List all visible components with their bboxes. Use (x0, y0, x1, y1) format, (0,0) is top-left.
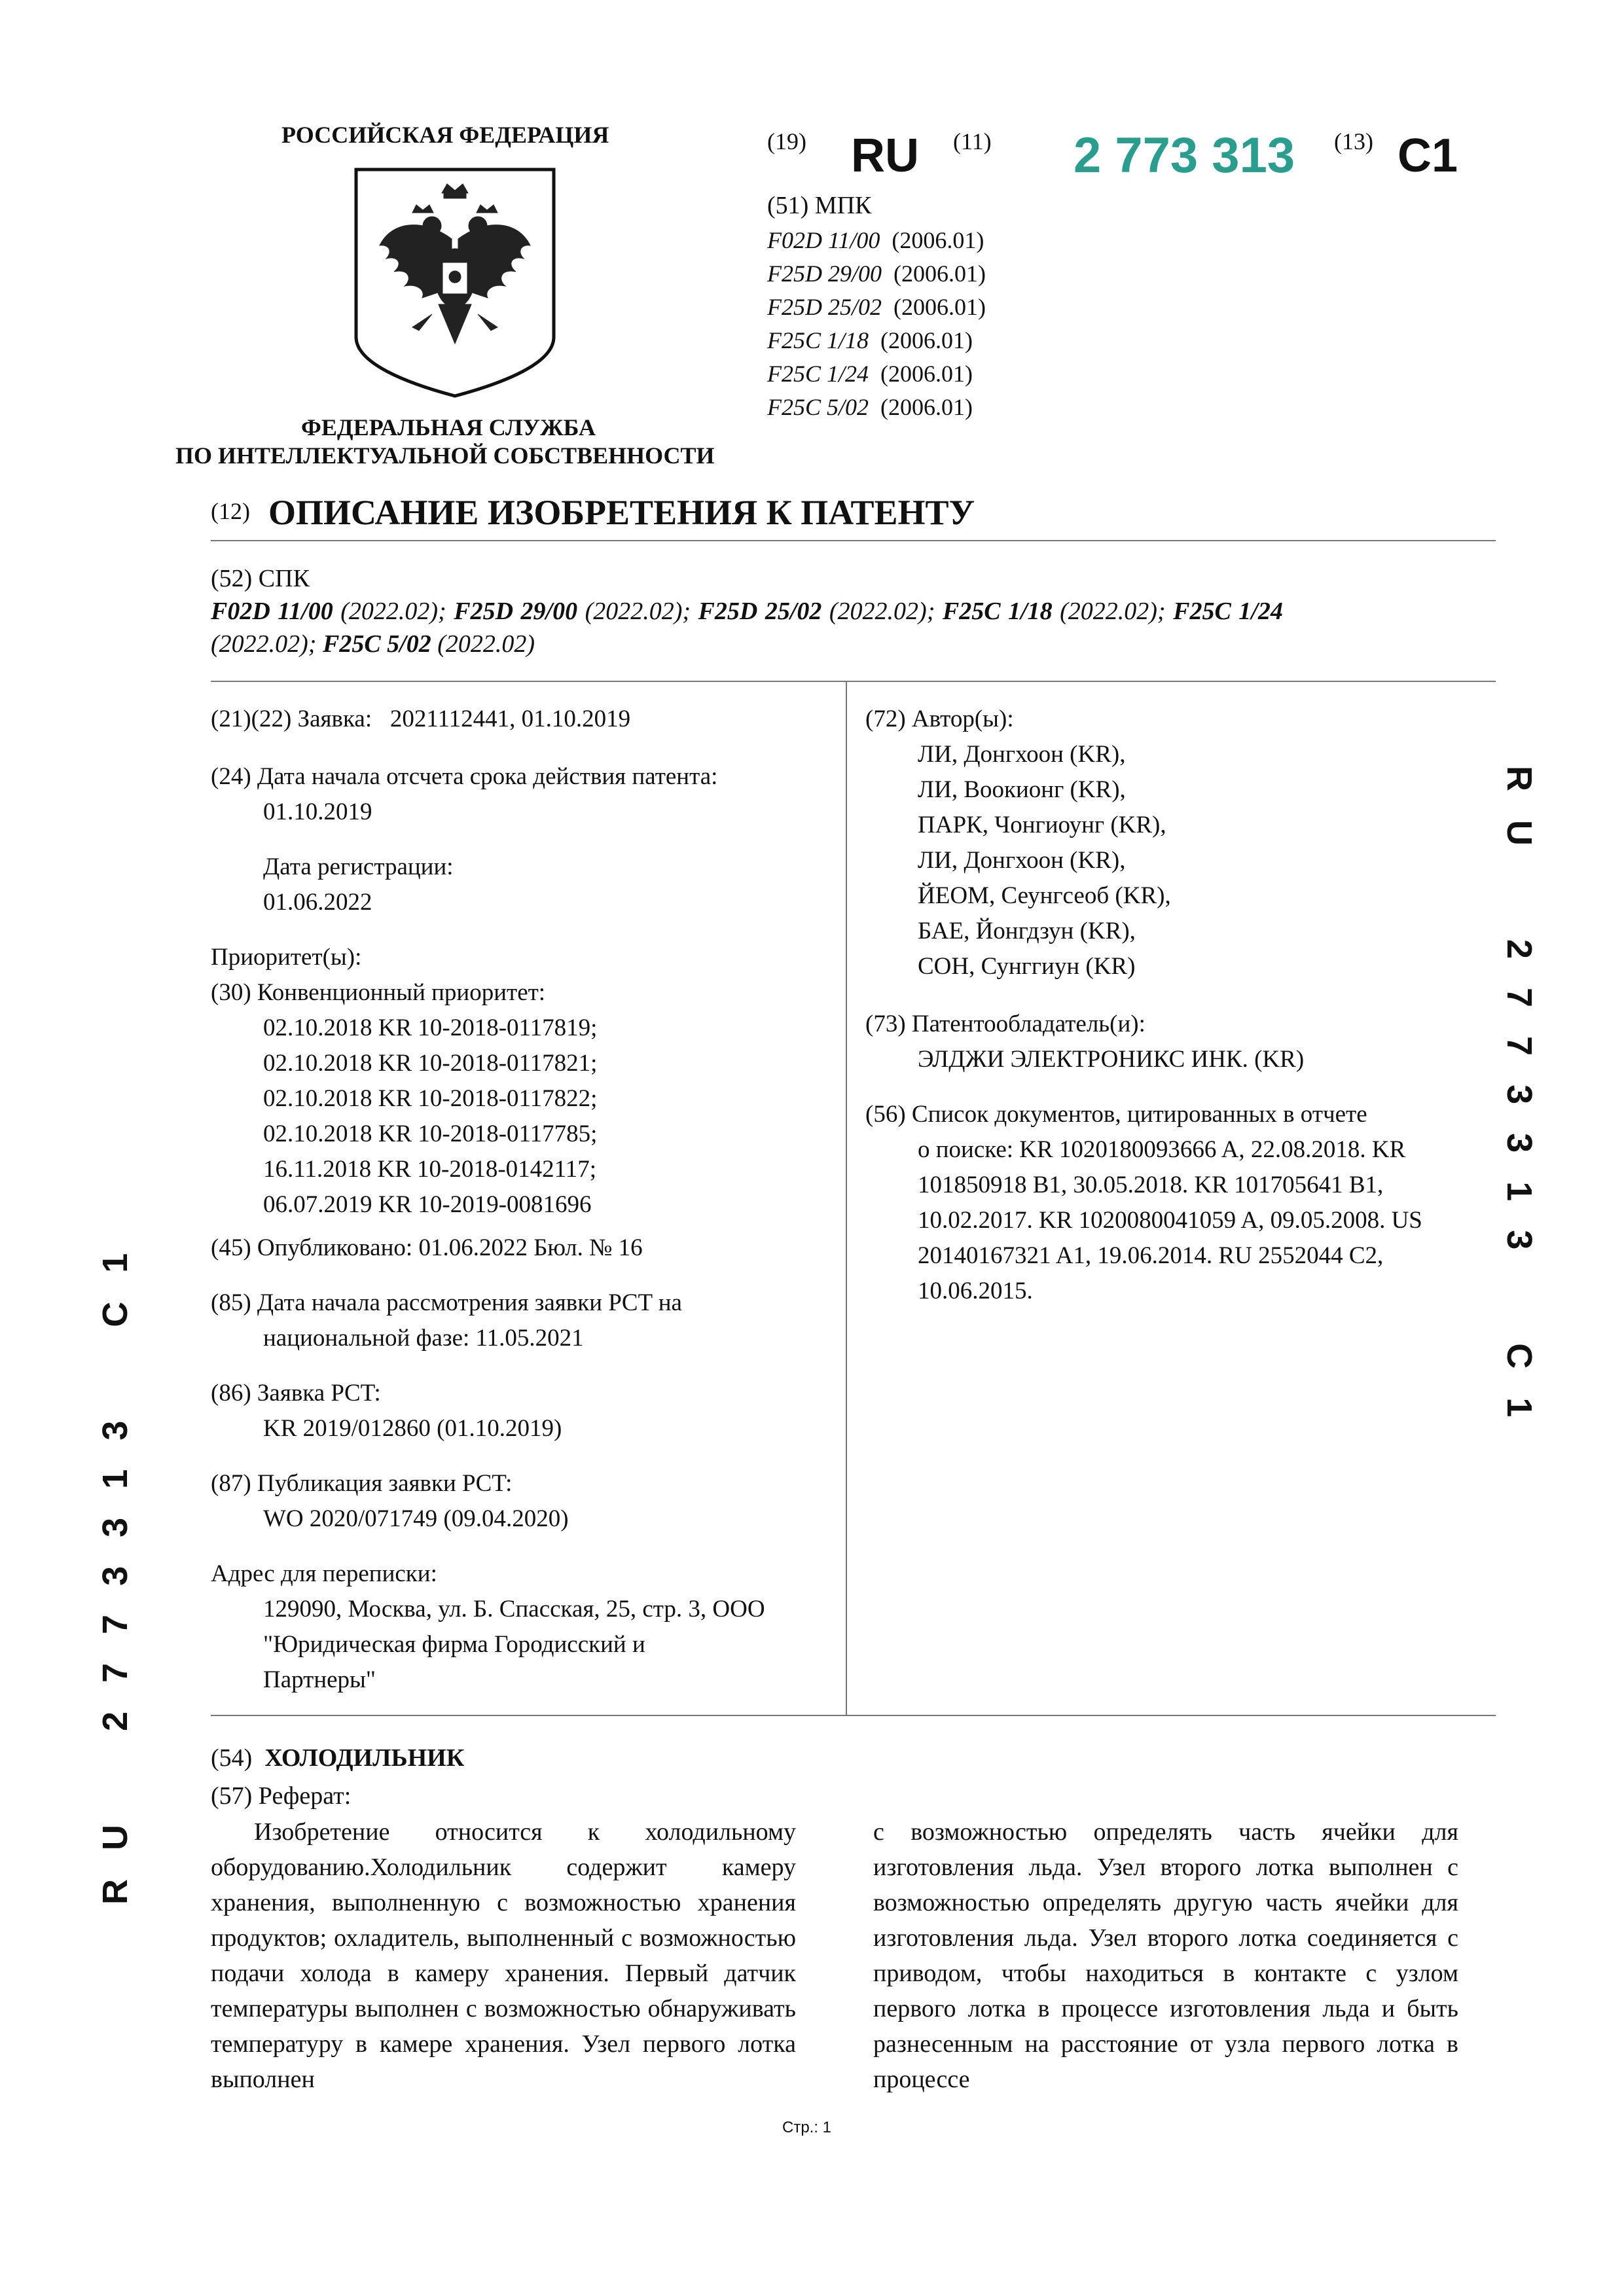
priority-item: 02.10.2018 KR 10-2018-0117821; (263, 1050, 598, 1077)
ipc-item (767, 257, 986, 291)
ipc-version: (2006.01) (892, 227, 984, 253)
address-line: "Юридическая фирма Городисский и (263, 1631, 645, 1658)
ipc-code: F25D 29/00 (767, 260, 882, 287)
cpc-version: (2022.02); (211, 630, 323, 658)
document-title: ОПИСАНИЕ ИЗОБРЕТЕНИЯ К ПАТЕНТУ (268, 493, 975, 532)
divider (211, 540, 1496, 541)
cited-line: 20140167321 A1, 19.06.2014. RU 2552044 C2, (918, 1242, 1384, 1269)
start-date-field (211, 759, 717, 830)
pct-publication-label: (87) Публикация заявки PCT: (211, 1470, 513, 1497)
divider (211, 1715, 1496, 1716)
application-value: 2021112441, 01.10.2019 (389, 706, 631, 732)
cpc-code: F25C 5/02 (322, 630, 431, 658)
registration-field (211, 850, 454, 920)
author-name: ЛИ, Донгхоон (KR), (918, 741, 1126, 768)
cpc-code: F02D 11/00 (211, 598, 333, 625)
correspondence-address-label: Адрес для переписки: (211, 1560, 437, 1587)
address-line: 129090, Москва, ул. Б. Спасская, 25, стр. 3, ООО (263, 1596, 765, 1623)
ipc-code: F02D 11/00 (767, 227, 880, 253)
ipc-item (767, 391, 986, 424)
pct-national-phase-label2: национальной фазе: (263, 1325, 476, 1352)
author-name: СОН, Сунггиун (KR) (918, 953, 1136, 980)
ipc-version: (2006.01) (893, 294, 986, 320)
cpc-version: (2022.02); (1052, 598, 1174, 625)
cited-line: 10.06.2015. (918, 1278, 1033, 1304)
ipc-code: F25C 1/18 (767, 327, 869, 353)
priority-item: 02.10.2018 KR 10-2018-0117822; (263, 1085, 598, 1112)
left-column (211, 702, 630, 737)
cited-line: 10.02.2017. KR 1020080041059 A, 09.05.2008. US (918, 1207, 1422, 1234)
cited-documents-label2: о поиске: (918, 1136, 1020, 1163)
code-54: (54) (211, 1744, 253, 1772)
agency-name-line1: ФЕДЕРАЛЬНАЯ СЛУЖБА (301, 414, 596, 440)
priority-item: 06.07.2019 KR 10-2019-0081696 (263, 1191, 592, 1218)
published-value: 01.06.2022 (418, 1234, 528, 1261)
country-name: РОССИЙСКАЯ ФЕДЕРАЦИЯ (281, 122, 609, 148)
page-number: Стр.: 1 (782, 2119, 832, 2136)
cpc-code: F25C 1/24 (1173, 598, 1283, 625)
ipc-code: F25C 5/02 (767, 394, 869, 420)
pct-publication-value: WO 2020/071749 (09.04.2020) (263, 1505, 569, 1532)
pct-national-phase-field (211, 1285, 682, 1356)
abstract-label: (57) Реферат: (211, 1782, 352, 1810)
ipc-label: (51) МПК (767, 192, 872, 219)
priority-item: 16.11.2018 KR 10-2018-0142117; (263, 1156, 597, 1183)
cpc-line2 (211, 630, 535, 658)
divider (211, 681, 1496, 682)
abstract-column-1: Изобретение относится к холодильному оборудованию.Холодильник содержит камеру хранения, выполненную с возможностью хранения продуктов; охладитель, выполненный с возможностью подачи холода в камеру хранения. Первый датчик температуры выполнен с возможностью обнаруживать температуру в камере хранения. Узел первого лотка выполнен (211, 1818, 796, 2093)
invention-name: ХОЛОДИЛЬНИК (264, 1744, 465, 1772)
country-code-ru: RU (851, 130, 919, 182)
ipc-version: (2006.01) (880, 327, 973, 353)
invention-title-field (211, 1744, 464, 1772)
kind-code: C1 (1398, 130, 1458, 182)
ipc-version: (2006.01) (880, 361, 973, 387)
pct-application-label: (86) Заявка PCT: (211, 1380, 381, 1407)
cited-line: 101850918 B1, 30.05.2018. KR 101705641 B1, (918, 1172, 1384, 1198)
author-name: ЛИ, Донгхоон (KR), (918, 847, 1126, 874)
ipc-item (767, 324, 986, 357)
patent-owner-value: ЭЛДЖИ ЭЛЕКТРОНИКС ИНК. (KR) (918, 1046, 1305, 1073)
application-field (211, 702, 630, 737)
ipc-item (767, 224, 986, 257)
abstract-column-2: с возможностью определять часть ячейки для изготовления льда. Узел второго лотка выполнен с возможностью определять другую часть ячейки для изготовления льда. Узел второго лотка соединяется с приводом, чтобы находиться в контакте с узлом первого лотка в процессе изготовления льда и быть разнесенным на расстояние от узла первого лотка в процессе (873, 1818, 1458, 2093)
ipc-item (767, 357, 986, 391)
cpc-code: F25D 29/00 (454, 598, 578, 625)
author-name: ЛИ, Воокионг (KR), (918, 776, 1126, 803)
registration-value: 01.06.2022 (263, 889, 372, 916)
cited-documents-label: (56) Список документов, цитированных в отчете (865, 1101, 1367, 1128)
column-divider (846, 682, 847, 1715)
priority-field (211, 940, 597, 1223)
cpc-version: (2022.02); (333, 598, 454, 625)
cited-line: KR 1020180093666 A, 22.08.2018. KR (1019, 1136, 1406, 1163)
agency-name-line2: ПО ИНТЕЛЛЕКТУАЛЬНОЙ СОБСТВЕННОСТИ (175, 442, 715, 469)
ipc-version: (2006.01) (893, 260, 986, 287)
correspondence-address-field (211, 1556, 765, 1698)
convention-priority-label: (30) Конвенционный приоритет: (211, 979, 546, 1006)
cpc-line1 (211, 597, 1283, 626)
ipc-list (767, 224, 986, 424)
cpc-version: (2022.02) (431, 630, 535, 658)
side-number-right: RU 2773313 C1 (1500, 766, 1539, 1446)
code-13: (13) (1334, 128, 1373, 154)
cpc-code: F25C 1/18 (942, 598, 1053, 625)
ipc-code: F25D 25/02 (767, 294, 882, 320)
authors-label: (72) Автор(ы): (865, 706, 1014, 732)
pct-national-phase-label: (85) Дата начала рассмотрения заявки PCT на (211, 1289, 682, 1316)
patent-owner-label: (73) Патентообладатель(и): (865, 1011, 1146, 1037)
bulletin-number: Бюл. № 16 (527, 1234, 643, 1261)
author-name: ПАРК, Чонгиоунг (KR), (918, 812, 1166, 838)
cpc-code: F25D 25/02 (698, 598, 822, 625)
address-line: Партнеры" (263, 1666, 376, 1693)
cpc-version: (2022.02); (821, 598, 943, 625)
registration-label: Дата регистрации: (263, 853, 454, 880)
ipc-item (767, 291, 986, 324)
side-number-left: RU 2773313 C1 (96, 1224, 135, 1905)
code-11: (11) (953, 128, 992, 154)
start-date-label: (24) Дата начала отсчета срока действия патента: (211, 763, 718, 790)
cpc-label: (52) СПК (211, 565, 310, 592)
patent-number: 2 773 313 (1074, 128, 1295, 183)
application-label: (21)(22) Заявка: (211, 706, 372, 732)
pct-publication-field (211, 1466, 569, 1537)
priority-label: Приоритет(ы): (211, 944, 362, 971)
priority-item: 02.10.2018 KR 10-2018-0117785; (263, 1121, 598, 1147)
authors-field (865, 702, 1171, 984)
code-12: (12) (211, 498, 250, 524)
cpc-version: (2022.02); (577, 598, 698, 625)
patent-owner-field (865, 1007, 1304, 1077)
ipc-code: F25C 1/24 (767, 361, 869, 387)
code-19: (19) (767, 128, 806, 154)
emblem-coat-of-arms-icon (353, 167, 556, 399)
author-name: БАЕ, Йонгдзун (KR), (918, 918, 1136, 944)
pct-application-value: KR 2019/012860 (01.10.2019) (263, 1415, 562, 1442)
pct-application-field (211, 1376, 562, 1446)
priority-item: 02.10.2018 KR 10-2018-0117819; (263, 1014, 598, 1041)
cited-documents-field (865, 1097, 1422, 1309)
published-label: (45) Опубликовано: (211, 1234, 419, 1261)
author-name: ЙЕОМ, Сеунгсеоб (KR), (918, 882, 1171, 909)
pct-national-phase-value: 11.05.2021 (475, 1325, 584, 1352)
published-field (211, 1230, 643, 1266)
start-date-value: 01.10.2019 (263, 798, 372, 825)
ipc-version: (2006.01) (880, 394, 973, 420)
